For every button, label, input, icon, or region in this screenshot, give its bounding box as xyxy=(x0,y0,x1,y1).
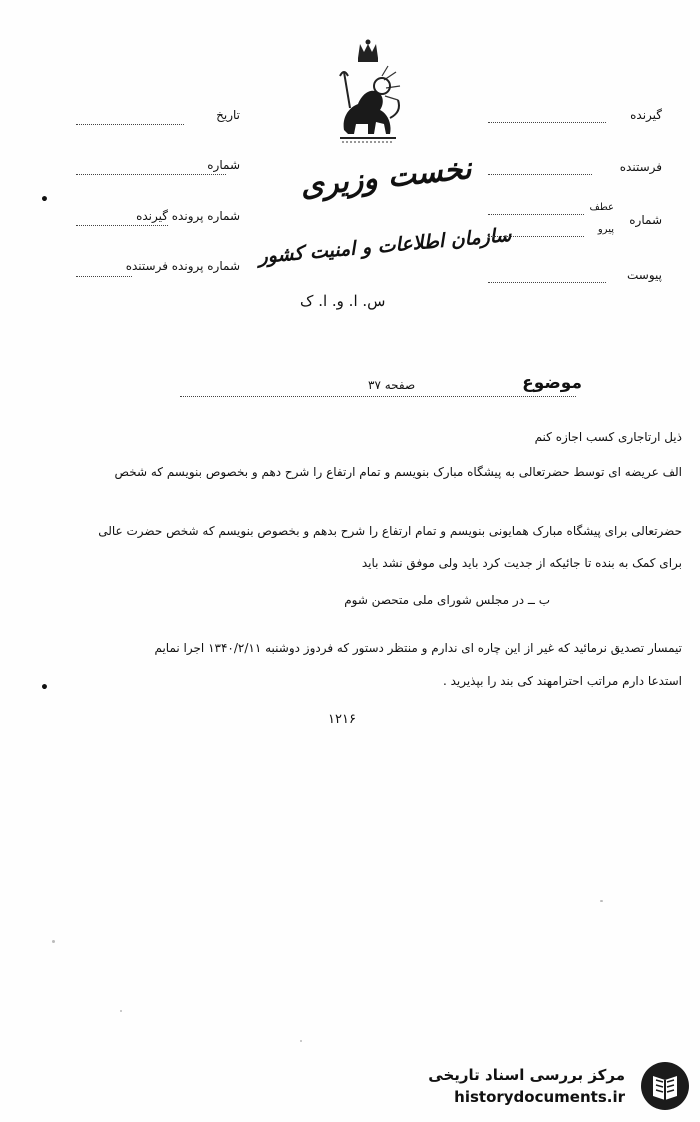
scan-speck xyxy=(300,1040,302,1042)
reference-sub-label-atf: عطف xyxy=(589,202,614,213)
body-line-3: حضرتعالی برای پیشگاه مبارک همایونی بنویسم و تمام ارتفاع را شرح بدهم و بخصوص بنویسم که شخص حضرت عالی xyxy=(98,524,682,538)
watermark-url: historydocuments.ir xyxy=(454,1088,625,1106)
lion-and-sun-emblem xyxy=(330,38,410,158)
document-number: ۱۲۱۶ xyxy=(328,712,356,727)
sender-field-line xyxy=(488,174,592,175)
subject-field-line xyxy=(180,396,576,397)
reference-number-line-bottom xyxy=(488,236,584,237)
sender-file-number-line xyxy=(76,276,132,277)
recipient-label: گیرنده xyxy=(630,108,662,122)
recipient-file-number-line xyxy=(76,225,168,226)
subject-value: صفحه ۳۷ xyxy=(368,378,416,392)
date-label: تاریخ xyxy=(216,108,240,122)
body-line-4: برای کمک به بنده تا جائیکه از جدیت کرد باید ولی موفق نشد باید xyxy=(361,556,682,570)
sender-label: فرستنده xyxy=(619,160,662,174)
org-title-secondary: سازمان اطلاعات و امنیت کشور xyxy=(257,223,513,269)
body-line-5: ب ــ در مجلس شورای ملی متحصن شوم xyxy=(344,593,550,607)
reference-sub-label-peyro: پیرو xyxy=(597,224,614,235)
body-line-6: تیمسار تصدیق نرمائید که غیر از این چاره ای ندارم و منتظر دستور که فردوز دوشنبه ۱۳۴۰/۲/۱۱ اجرا نمایم xyxy=(154,641,682,655)
archive-book-logo-icon xyxy=(639,1060,691,1112)
watermark-org-name: مرکز بررسی اسناد تاریخی xyxy=(428,1066,625,1084)
margin-mark-bottom: • xyxy=(40,680,49,696)
body-line-7: استدعا دارم مراتب احترامهند کی بند را بپذیرید . xyxy=(442,674,682,688)
scan-speck xyxy=(52,940,55,943)
scan-speck xyxy=(120,1010,122,1012)
date-field-line xyxy=(76,124,184,125)
body-line-1: ذیل ارتاجاری کسب اجازه کنم xyxy=(534,430,682,444)
subject-label: موضوع xyxy=(522,373,582,393)
recipient-field-line xyxy=(488,122,606,123)
body-line-2: الف عریضه ای توسط حضرتعالی به پیشگاه مبارک بنویسم و تمام ارتفاع را شرح دهم و بخصوص بنویسم که شخص xyxy=(114,465,682,479)
recipient-file-number-label: شماره پرونده گیرنده xyxy=(136,209,240,223)
scan-speck xyxy=(600,900,603,902)
margin-mark-top: • xyxy=(40,192,49,208)
sender-file-number-label: شماره پرونده فرستنده xyxy=(125,259,240,273)
org-title-primary: نخست وزیری xyxy=(298,151,474,204)
attachment-label: پیوست xyxy=(627,268,662,282)
number-label: شماره xyxy=(207,158,240,172)
watermark xyxy=(415,1058,695,1114)
attachment-field-line xyxy=(488,282,606,283)
reference-number-line-top xyxy=(488,214,584,215)
number-field-line xyxy=(76,174,226,175)
reference-code: س. ا. و. ا. ک xyxy=(300,292,386,310)
reference-number-label: شماره xyxy=(629,213,662,227)
